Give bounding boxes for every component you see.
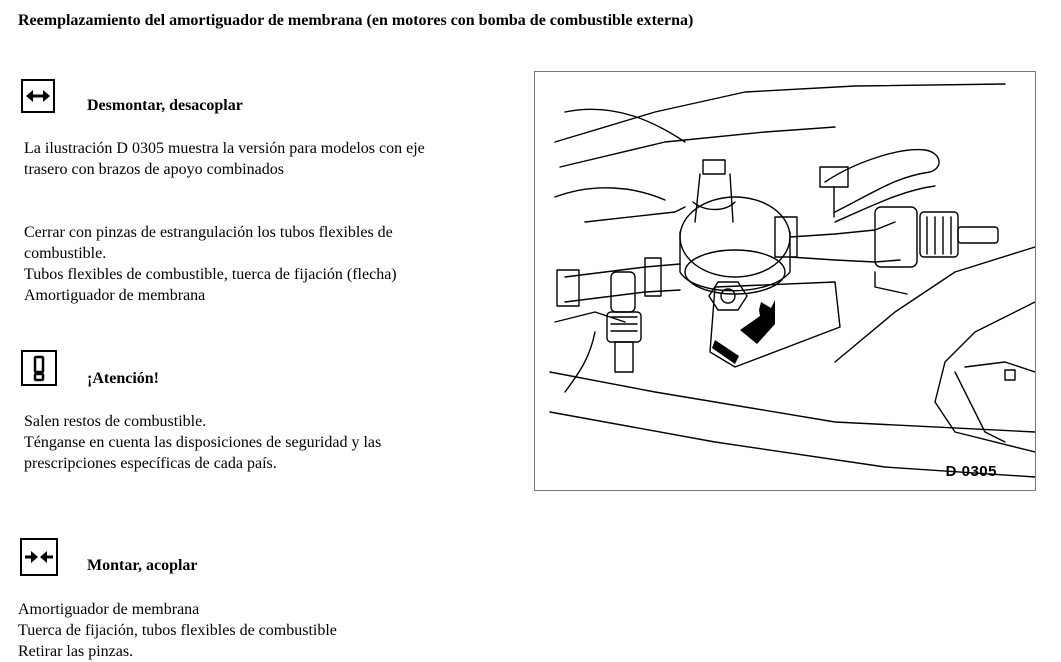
- section-heading-assemble: Montar, acoplar: [87, 557, 198, 574]
- technical-illustration: [534, 71, 1036, 491]
- text-line: Ténganse en cuenta las disposiciones de seguridad y las: [24, 434, 382, 451]
- text-line: combustible.: [24, 245, 107, 262]
- fuel-damper-drawing: [535, 72, 1035, 490]
- text-line: Tubos flexibles de combustible, tuerca de fijación (flecha): [24, 266, 397, 283]
- text-line: Salen restos de combustible.: [24, 413, 207, 430]
- disassemble-arrows-icon: [21, 79, 55, 113]
- section-heading-disassemble: Desmontar, desacoplar: [87, 97, 243, 114]
- text-line: Cerrar con pinzas de estrangulación los tubos flexibles de: [24, 224, 393, 241]
- text-line: La ilustración D 0305 muestra la versión para modelos con eje: [24, 140, 425, 157]
- warning-exclamation-icon: [21, 350, 57, 386]
- figure-label: D 0305: [945, 463, 997, 480]
- section-heading-attention: ¡Atención!: [87, 370, 159, 387]
- attention-paragraph: [24, 411, 381, 474]
- intro-paragraph: [24, 138, 425, 180]
- text-line: Amortiguador de membrana: [24, 287, 206, 304]
- assemble-arrows-icon: [20, 538, 58, 576]
- text-line: Amortiguador de membrana: [18, 601, 200, 618]
- text-line: Retirar las pinzas.: [18, 643, 134, 660]
- instructions-paragraph: [24, 222, 397, 306]
- assemble-paragraph: [18, 599, 337, 662]
- text-line: trasero con brazos de apoyo combinados: [24, 161, 284, 178]
- text-line: Tuerca de fijación, tubos flexibles de combustible: [18, 622, 337, 639]
- page-title: Reemplazamiento del amortiguador de membrana (en motores con bomba de combustible externa): [18, 12, 694, 29]
- text-line: prescripciones específicas de cada país.: [24, 455, 277, 472]
